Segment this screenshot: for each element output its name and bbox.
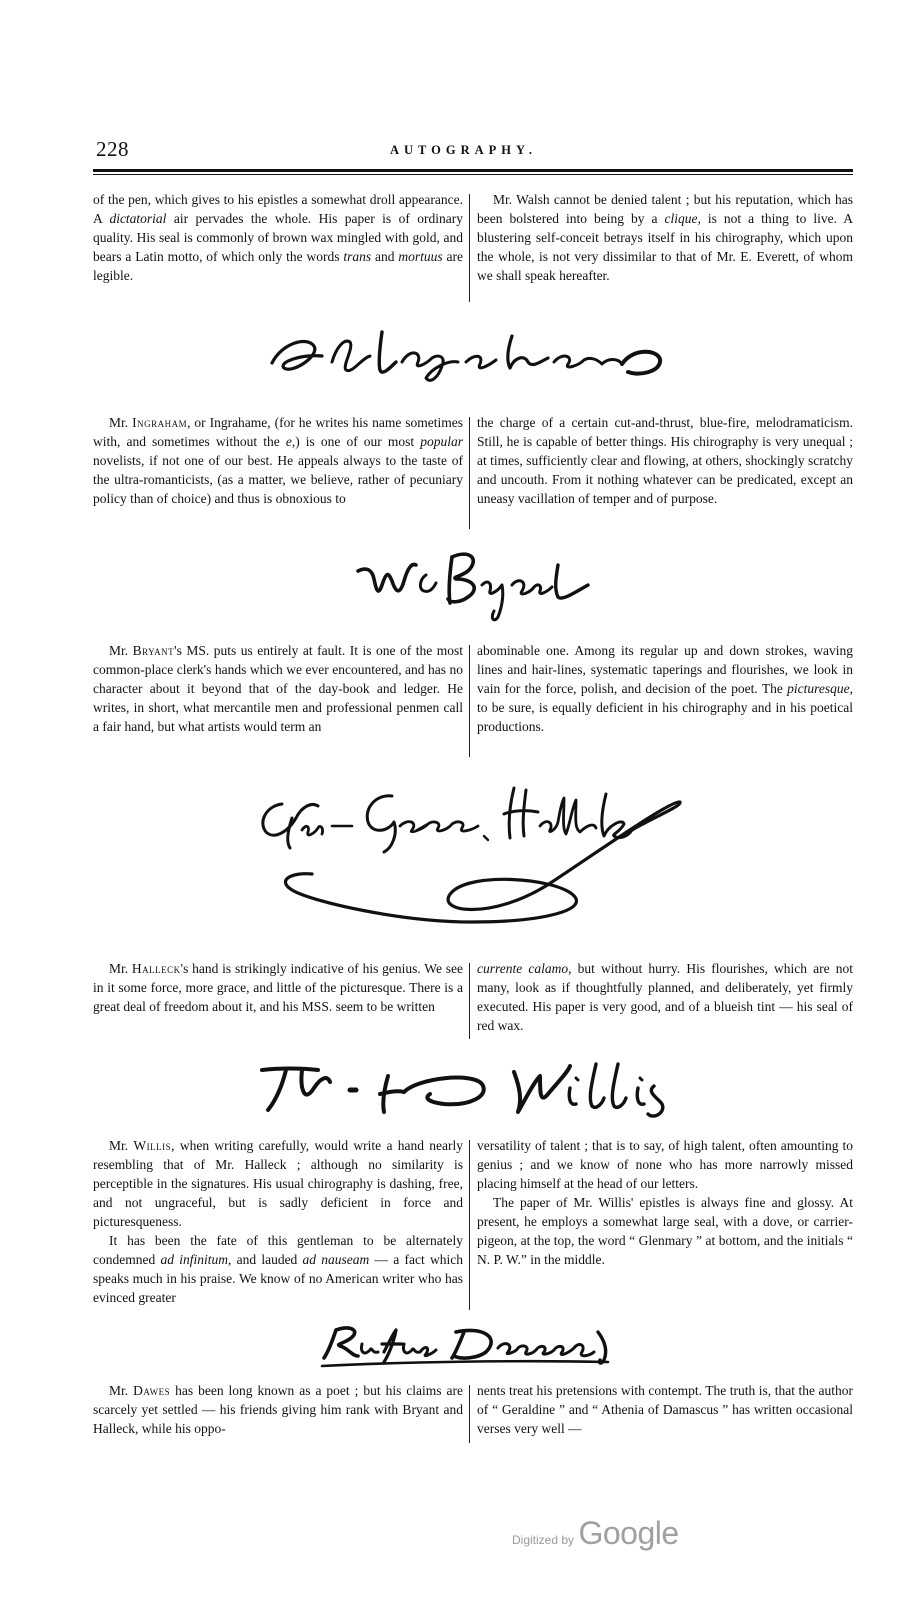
willis-left-paragraph-1 [93,1136,463,1231]
text-run: novelists, if not one of our best. He appeals always to the taste of the ultra-romanticists, (as a matter, we believe, rather of pecuniary policy than of choice) and thus is obnoxious to [93,453,463,506]
watermark-prefix: Digitized by [512,1533,575,1547]
text-run: , or Ingrahame, (for he writes his name sometimes with, and sometimes without the [93,415,463,449]
bryant-right-column [477,641,853,736]
italic-text: mortuus [398,249,443,264]
text-run: — a fact which speaks much in his praise. We know of no American writer who has evinced greater [93,1252,463,1305]
willis-left-column [93,1136,463,1307]
page-number: 228 [96,137,129,161]
text-run: 's MS. puts us entirely at fault. It is one of the most common-place clerk's hands which we ever encountered, and has no character about it beyond that of the day-book and ledger. He writes, in short, what mercantile men and professional penmen call a fair hand, but what artists would term an [93,643,463,734]
column-divider [469,1140,470,1310]
text-run: , and lauded [227,1252,303,1267]
text-run: air pervades the whole. His paper is of ordinary quality. His seal is commonly of brown wax mingled with gold, and bears a Latin motto, of which only the words [93,211,463,264]
running-title: AUTOGRAPHY. [390,143,538,157]
text-run: ,) is one of our most [291,434,421,449]
italic-text: ad infinitum [160,1252,228,1267]
text-run: , is not a thing to live. A blustering self-conceit betrays itself in his chirography, which upon the whole, is not very dissimilar to that of Mr. E. Everett, of whom we shall speak hereafter. [477,211,853,283]
italic-text: dictatorial [109,211,167,226]
text-run: nents treat his pretensions with contempt. The truth is, that the author of “ Geraldine ” and “ Athenia of Damascus ” has written occasional verses very well — [477,1383,853,1436]
walsh-section [93,190,855,306]
halleck-right-column [477,959,853,1035]
column-divider [469,194,470,302]
dawes-left-paragraph [93,1381,463,1438]
ingraham-right-paragraph [477,413,853,508]
text-run: , to be sure, is equally deficient in his chirography and in his poetical productions. [477,681,853,734]
text-run: The paper of Mr. Willis' epistles is always fine and glossy. At present, he employs a somewhat large seal, with a dove, or carrier-pigeon, at the top, the word “ Glenmary ” at bottom, and the initials “ N. P. W.” in the middle. [477,1195,853,1267]
bryant-right-paragraph [477,641,853,736]
willis-signature [258,1058,678,1128]
italic-text: picturesque [787,681,850,696]
column-divider [469,963,470,1039]
italic-text: trans [343,249,372,264]
small-caps-name: Willis [133,1138,172,1153]
text-run: and [371,249,399,264]
text-run: 's hand is strikingly indicative of his genius. We see in it some force, more grace, and little of the picturesque. There is a great deal of freedom about it, and his MSS. seem to be written [93,961,463,1014]
text-run: versatility of talent ; that is to say, of high talent, often amounting to genius ; and we know of none who has more narrowly missed placing himself at the head of our letters. [477,1138,853,1191]
walsh-right-column [477,190,853,285]
google-logo: Google [578,1515,679,1551]
walsh-left-column [93,190,463,285]
small-caps-name: Dawes [133,1383,171,1398]
dawes-signature [318,1322,628,1372]
text-run: of the pen, which gives to his epistles a somewhat droll appearance. A [93,192,463,226]
text-run: Mr. [109,643,133,658]
italic-text: currente calamo [477,961,569,976]
dawes-left-column [93,1381,463,1438]
text-run: , when writing carefully, would write a hand nearly resembling that of Mr. Halleck ; although no similarity is perceptible in the signatures. His usual chirography is dashing, free, and not ungraceful, but is sadly deficient in force and picturesqueness. [93,1138,463,1229]
ingraham-right-column [477,413,853,508]
walsh-right-paragraph [477,190,853,285]
italic-text: popular [420,434,463,449]
dawes-right-column [477,1381,853,1438]
willis-right-paragraph-1 [477,1136,853,1193]
text-run: has been long known as a poet ; but his claims are scarcely yet settled — his friends giving him rank with Bryant and Halleck, while his oppo- [93,1383,463,1436]
ingraham-signature [262,318,672,388]
column-divider [469,1385,470,1443]
text-run: the charge of a certain cut-and-thrust, blue-fire, melodramaticism. Still, he is capable of better things. His chirography is very unequal ; at times, sufficiently clear and flowing, at others, shockingly scratchy and uncouth. From it nothing whatever can be predicated, except an uneasy vacillation of temper and of purpose. [477,415,853,506]
italic-text: clique [664,211,698,226]
bryant-left-paragraph [93,641,463,736]
text-run: It has been the fate of this gentleman to be alternately condemned [93,1233,463,1267]
bryant-left-column [93,641,463,736]
walsh-left-paragraph [93,190,463,285]
halleck-section [93,959,855,1039]
text-run: are legible. [93,249,464,283]
text-run: Mr. Walsh cannot be denied talent ; but his reputation, which has been bolstered into being by a [477,192,853,226]
willis-section [93,1136,855,1312]
column-divider [469,417,470,529]
ingraham-left-column [93,413,463,508]
column-divider [469,645,470,757]
willis-left-paragraph-2 [93,1231,463,1307]
dawes-section [93,1381,855,1443]
italic-text: e [285,434,292,449]
text-run: Mr. [109,961,132,976]
halleck-left-column [93,959,463,1016]
small-caps-name: Halleck [131,961,181,976]
small-caps-name: Ingraham [132,415,188,430]
bryant-signature [352,545,602,625]
header-rule-thick [93,169,853,172]
small-caps-name: Bryant [132,643,175,658]
text-run: Mr. [109,415,133,430]
willis-right-paragraph-2 [477,1193,853,1269]
willis-right-column [477,1136,853,1269]
digitized-watermark [512,1515,679,1552]
halleck-signature [252,782,692,932]
header-rule-thin [93,174,853,175]
bryant-section [93,641,855,759]
text-run: Mr. [109,1138,134,1153]
ingraham-section [93,413,855,531]
dawes-right-paragraph [477,1381,853,1438]
text-run: Mr. [109,1383,134,1398]
text-run: abominable one. Among its regular up and down strokes, waving lines and hair-lines, systematic taperings and flourishes, we look in vain for the force, polish, and decision of the poet. The [477,643,853,696]
ingraham-left-paragraph [93,413,463,508]
text-run: , but without hurry. His flourishes, which are not many, look as if thoughtfully planned, and deliberately, yet firmly executed. His paper is very good, and of a blueish tint — his seal of red wax. [477,961,853,1033]
halleck-right-paragraph [477,959,853,1035]
italic-text: ad nauseam [302,1252,370,1267]
halleck-left-paragraph [93,959,463,1016]
